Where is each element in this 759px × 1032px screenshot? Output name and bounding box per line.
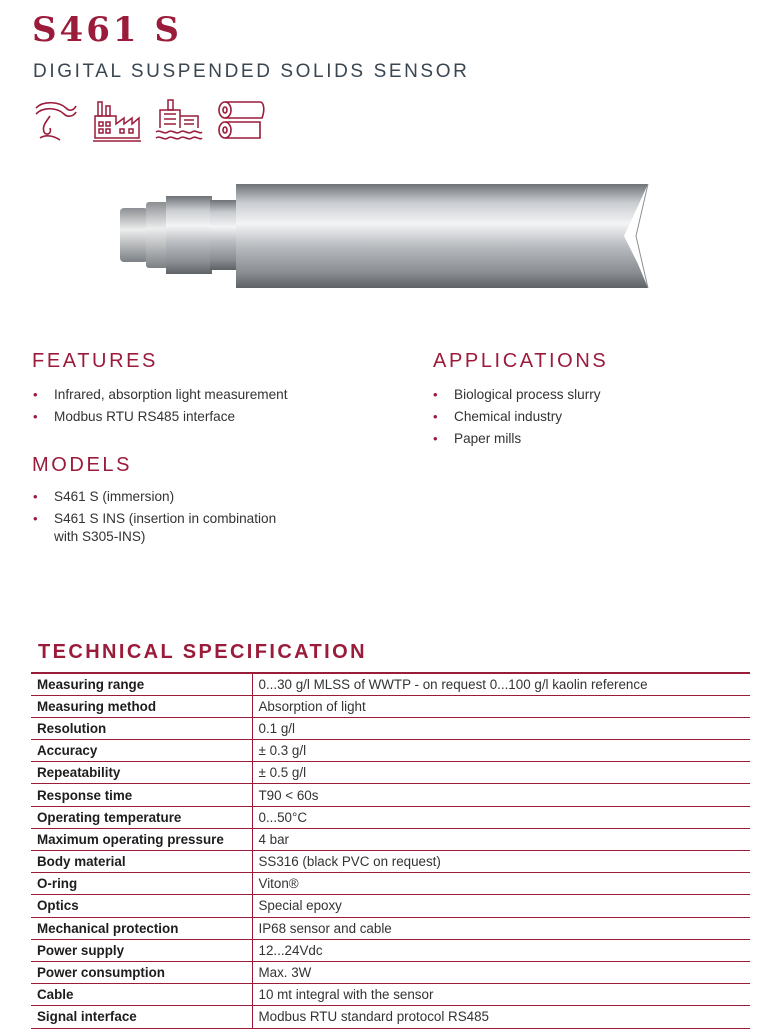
sensor-product-image <box>118 184 658 288</box>
spec-value: 0...50°C <box>252 806 750 828</box>
spec-table <box>31 672 750 1029</box>
spec-key: O-ring <box>31 873 252 895</box>
spec-key: Response time <box>31 784 252 806</box>
spec-value: Max. 3W <box>252 961 750 983</box>
spec-value: 0...30 g/l MLSS of WWTP - on request 0...100 g/l kaolin reference <box>252 673 750 695</box>
table-row <box>31 961 750 983</box>
spec-value: SS316 (black PVC on request) <box>252 851 750 873</box>
table-row <box>31 717 750 739</box>
spec-key: Measuring range <box>31 673 252 695</box>
table-row <box>31 740 750 762</box>
table-row <box>31 806 750 828</box>
table-row <box>31 1006 750 1028</box>
list-item: • Infrared, absorption light measurement <box>33 386 287 404</box>
spec-key: Mechanical protection <box>31 917 252 939</box>
spec-value: Viton® <box>252 873 750 895</box>
table-row <box>31 695 750 717</box>
list-item: • Biological process slurry <box>433 386 601 404</box>
spec-key: Power consumption <box>31 961 252 983</box>
spec-value: ± 0.3 g/l <box>252 740 750 762</box>
spec-value: Absorption of light <box>252 695 750 717</box>
table-row <box>31 895 750 917</box>
spec-key: Measuring method <box>31 695 252 717</box>
table-row <box>31 939 750 961</box>
features-list <box>33 386 287 430</box>
application-icons <box>30 98 266 144</box>
spec-value: 10 mt integral with the sensor <box>252 984 750 1006</box>
spec-key: Resolution <box>31 717 252 739</box>
paper-roll-icon <box>216 98 266 144</box>
product-title: S461 S <box>32 10 182 50</box>
treatment-plant-icon <box>154 98 204 144</box>
spec-key: Repeatability <box>31 762 252 784</box>
table-row <box>31 851 750 873</box>
list-item: • Chemical industry <box>433 408 601 426</box>
spec-value: Modbus RTU standard protocol RS485 <box>252 1006 750 1028</box>
list-item: • Modbus RTU RS485 interface <box>33 408 287 426</box>
spec-key: Optics <box>31 895 252 917</box>
applications-list <box>433 386 601 452</box>
table-row <box>31 984 750 1006</box>
factory-icon <box>92 98 142 144</box>
spec-value: T90 < 60s <box>252 784 750 806</box>
table-row <box>31 873 750 895</box>
spec-value: 4 bar <box>252 828 750 850</box>
models-list <box>33 488 293 550</box>
spec-key: Power supply <box>31 939 252 961</box>
list-item: • S461 S (immersion) <box>33 488 293 506</box>
table-row <box>31 828 750 850</box>
applications-heading: APPLICATIONS <box>433 350 609 372</box>
list-item: • S461 S INS (insertion in combination with S305-INS) <box>33 510 293 546</box>
table-row <box>31 762 750 784</box>
sludge-pipe-icon <box>30 98 80 144</box>
spec-heading: TECHNICAL SPECIFICATION <box>38 641 367 663</box>
product-subtitle: DIGITAL SUSPENDED SOLIDS SENSOR <box>33 61 470 82</box>
spec-value: IP68 sensor and cable <box>252 917 750 939</box>
spec-value: ± 0.5 g/l <box>252 762 750 784</box>
spec-key: Maximum operating pressure <box>31 828 252 850</box>
spec-key: Signal interface <box>31 1006 252 1028</box>
spec-key: Operating temperature <box>31 806 252 828</box>
table-row <box>31 673 750 695</box>
table-row <box>31 784 750 806</box>
list-item: • Paper mills <box>433 430 601 448</box>
spec-value: Special epoxy <box>252 895 750 917</box>
spec-key: Accuracy <box>31 740 252 762</box>
spec-key: Body material <box>31 851 252 873</box>
table-row <box>31 917 750 939</box>
features-heading: FEATURES <box>32 350 158 372</box>
spec-key: Cable <box>31 984 252 1006</box>
models-heading: MODELS <box>32 454 133 476</box>
spec-value: 12...24Vdc <box>252 939 750 961</box>
spec-value: 0.1 g/l <box>252 717 750 739</box>
